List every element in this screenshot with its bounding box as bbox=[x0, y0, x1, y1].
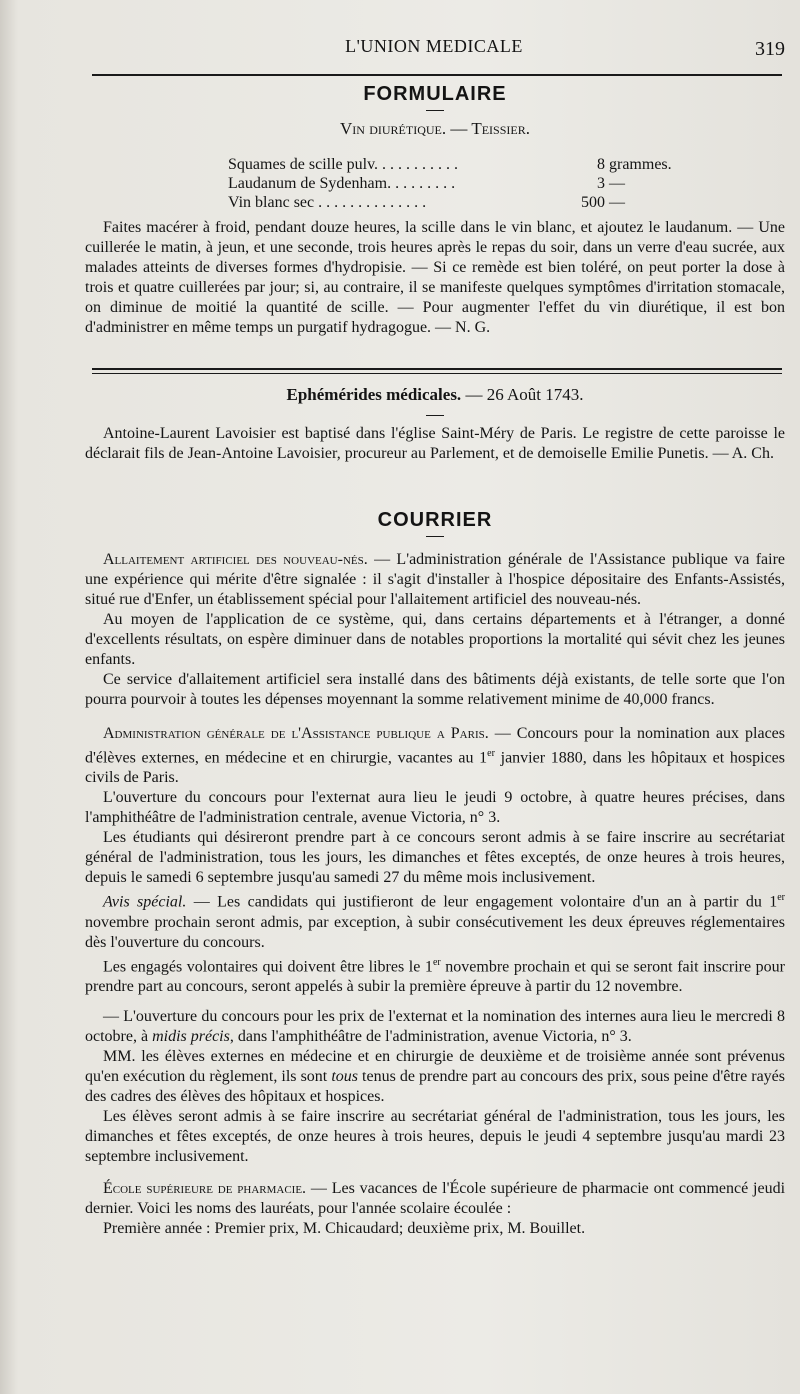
pharmacie-paragraph: Première année : Premier prix, M. Chicaudard; deuxième prix, M. Bouillet. bbox=[103, 1219, 586, 1237]
ingredient-row bbox=[228, 193, 672, 212]
administration-text: — Les candidats qui justifieront de leur engagement volontaire d'un an à partir du 1 bbox=[186, 893, 778, 911]
superscript: er bbox=[487, 748, 495, 759]
running-header bbox=[0, 36, 800, 66]
emphasis-text: tous bbox=[331, 1067, 358, 1085]
administration-text: , dans l'amphithéâtre de l'administration, avenue Victoria, n° 3. bbox=[229, 1027, 632, 1045]
administration-text: tenus de prendre part au concours des prix, sous peine d'être rayés des cadres des élèves des hôpitaux et hospices. bbox=[85, 1067, 786, 1105]
allaitement-paragraph: Ce service d'allaitement artificiel sera installé dans des bâtiments déjà existants, de telle sorte que l'on pourra pourvoir à toutes les dépenses moyennant la somme relativement minime de 40,000 francs. bbox=[85, 671, 785, 708]
instructions-paragraph: Faites macérer à froid, pendant douze heures, la scille dans le vin blanc, et ajoutez le laudanum. — Une cuillerée le matin, à jeun, et une seconde, trois heures après le repas du soir, dans un verre d'eau sucrée, aux malades atteints de diverses formes d'hydropisie. — Si ce remède est bien toléré, on peut porter la dose à trois et quatre cuillerées par jour; si, au contraire, il se manifeste quelques symptômes d'irritation stomacale, on diminue de moitié la quantité de scille. — Pour augmenter l'effet du vin diurétique, il est bon d'administrer en même temps un purgatif hydragogue. — N. G. bbox=[85, 219, 785, 336]
ephemerides-paragraph: Antoine-Laurent Lavoisier est baptisé dans l'église Saint-Méry de Paris. Le registre de cette paroisse le déclarait fils de Jean-Antoine Lavoisier, procureur au Parlement, et de demoiselle Emilie Punetis. — A. Ch. bbox=[85, 425, 785, 462]
ingredient-row bbox=[228, 155, 672, 174]
administration-text: — L'ouverture du concours pour les prix de l'externat et la nomination des internes aura lieu le mercredi 8 octobre, à bbox=[85, 1007, 785, 1045]
pharmacie-paragraph bbox=[85, 1179, 785, 1219]
administration-paragraph bbox=[85, 953, 785, 997]
ingredient-list bbox=[228, 155, 672, 212]
section-double-rule bbox=[92, 368, 782, 370]
ingredient-quantity: 8 bbox=[597, 156, 605, 173]
pharmacie-text: — Les vacances de l'École supérieure de pharmacie ont commencé jeudi dernier. Voici les noms des lauréats, pour l'année scolaire écoulée : bbox=[85, 1179, 786, 1217]
title-rule bbox=[426, 110, 444, 111]
page-number: 319 bbox=[755, 38, 785, 60]
ephemerides-heading bbox=[85, 385, 785, 405]
administration-paragraph bbox=[85, 1007, 785, 1047]
superscript: er bbox=[777, 892, 785, 904]
administration-paragraph bbox=[85, 888, 785, 952]
allaitement-paragraph bbox=[85, 550, 785, 610]
administration-paragraph bbox=[85, 724, 785, 788]
ingredient-unit: grammes. bbox=[609, 156, 672, 173]
ingredient-quantity: 3 bbox=[597, 175, 605, 192]
administration-text: Les engagés volontaires qui doivent être libres le 1 bbox=[103, 957, 433, 975]
ingredient-unit: — bbox=[609, 194, 625, 211]
ingredient-name: Vin blanc sec . . . . . . . . . . . . . . bbox=[228, 194, 427, 211]
recipe-title: Vin diurétique. — Teissier. bbox=[340, 119, 530, 138]
administration-paragraph: L'ouverture du concours pour l'externat aura lieu le jeudi 9 octobre, à quatre heures précises, dans l'amphithéâtre de l'administration centrale, avenue Victoria, n° 3. bbox=[85, 789, 785, 827]
allaitement-text: — L'administration générale de l'Assistance publique va faire une expérience qui mérite d'être signalée : il s'agit d'installer à l'hospice dépositaire des Enfants-Assistés, situé rue d'Enfer, un établissement spécial pour l'allaitement artificiel des nouveau-nés. bbox=[85, 551, 785, 608]
ingredient-quantity: 500 bbox=[581, 194, 605, 211]
ephemerides-date: — 26 Août 1743. bbox=[465, 385, 584, 404]
administration-text: janvier 1880, dans les hôpitaux et hospices civils de Paris. bbox=[85, 749, 785, 787]
avis-special-label: Avis spécial. bbox=[103, 893, 187, 911]
pharmacie-heading: École supérieure de pharmacie. bbox=[103, 1179, 307, 1197]
administration-paragraph: Les élèves seront admis à se faire inscrire au secrétariat général de l'administration, tous les jours, les dimanches et fêtes exceptés, de onze heures à trois heures, depuis le jeudi 4 septembre jusqu'au mardi 23 septembre inclusivement. bbox=[85, 1107, 785, 1165]
ingredient-unit: — bbox=[609, 175, 625, 192]
ephemerides-section bbox=[85, 385, 785, 464]
journal-title: L'UNION MEDICALE bbox=[345, 36, 523, 56]
section-double-rule bbox=[92, 373, 782, 374]
administration-heading: Administration générale de l'Assistance publique a Paris. bbox=[103, 725, 489, 742]
ingredient-name: Squames de scille pulv. . . . . . . . . . . bbox=[228, 156, 459, 173]
title-rule bbox=[426, 536, 444, 537]
courrier-section bbox=[85, 510, 785, 1239]
ingredient-row bbox=[228, 174, 672, 193]
administration-paragraph: Les étudiants qui désireront prendre part à ce concours seront admis à se faire inscrire au secrétariat général de l'administration, tous les jours, les dimanches et fêtes exceptés, de onze heures à trois heures, depuis le samedi 6 septembre jusqu'au samedi 27 du même mois inclusivement. bbox=[85, 829, 785, 887]
administration-text: MM. les élèves externes en médecine et en chirurgie de deuxième et de troisième année sont prévenus qu'en exécution du règlement, ils sont bbox=[85, 1047, 785, 1085]
section-title-courrier: COURRIER bbox=[377, 509, 493, 531]
superscript: er bbox=[432, 956, 441, 968]
formulaire-instructions bbox=[85, 218, 785, 338]
section-title-formulaire: FORMULAIRE bbox=[363, 83, 507, 105]
allaitement-heading: Allaitement artificiel des nouveau-nés. bbox=[103, 551, 368, 568]
emphasis-text: midis précis bbox=[152, 1027, 230, 1045]
administration-paragraph bbox=[85, 1047, 785, 1107]
header-rule bbox=[92, 74, 782, 76]
ephemerides-title: Ephémérides médicales. bbox=[286, 385, 462, 404]
ingredient-name: Laudanum de Sydenham. . . . . . . . . bbox=[228, 175, 456, 192]
administration-text: novembre prochain et qui se seront fait inscrire pour prendre part au concours, seront appelés à subir la première épreuve à partir du 12 novembre. bbox=[85, 957, 786, 995]
formulaire-section bbox=[85, 84, 785, 139]
allaitement-paragraph: Au moyen de l'application de ce système, qui, dans certains départements et à l'étranger, a donné d'excellents résultats, on espère diminuer dans de notables proportions la mortalité qui sévit chez les jeunes enfants. bbox=[85, 611, 785, 668]
title-rule bbox=[426, 415, 444, 416]
administration-text: — Concours pour la nomination aux places d'élèves externes, en médecine et en chirurgie, vacantes au 1 bbox=[85, 725, 785, 767]
administration-text: novembre prochain seront admis, par exception, à subir consécutivement les deux épreuves réglementaires dès l'ouverture du concours. bbox=[85, 913, 785, 951]
